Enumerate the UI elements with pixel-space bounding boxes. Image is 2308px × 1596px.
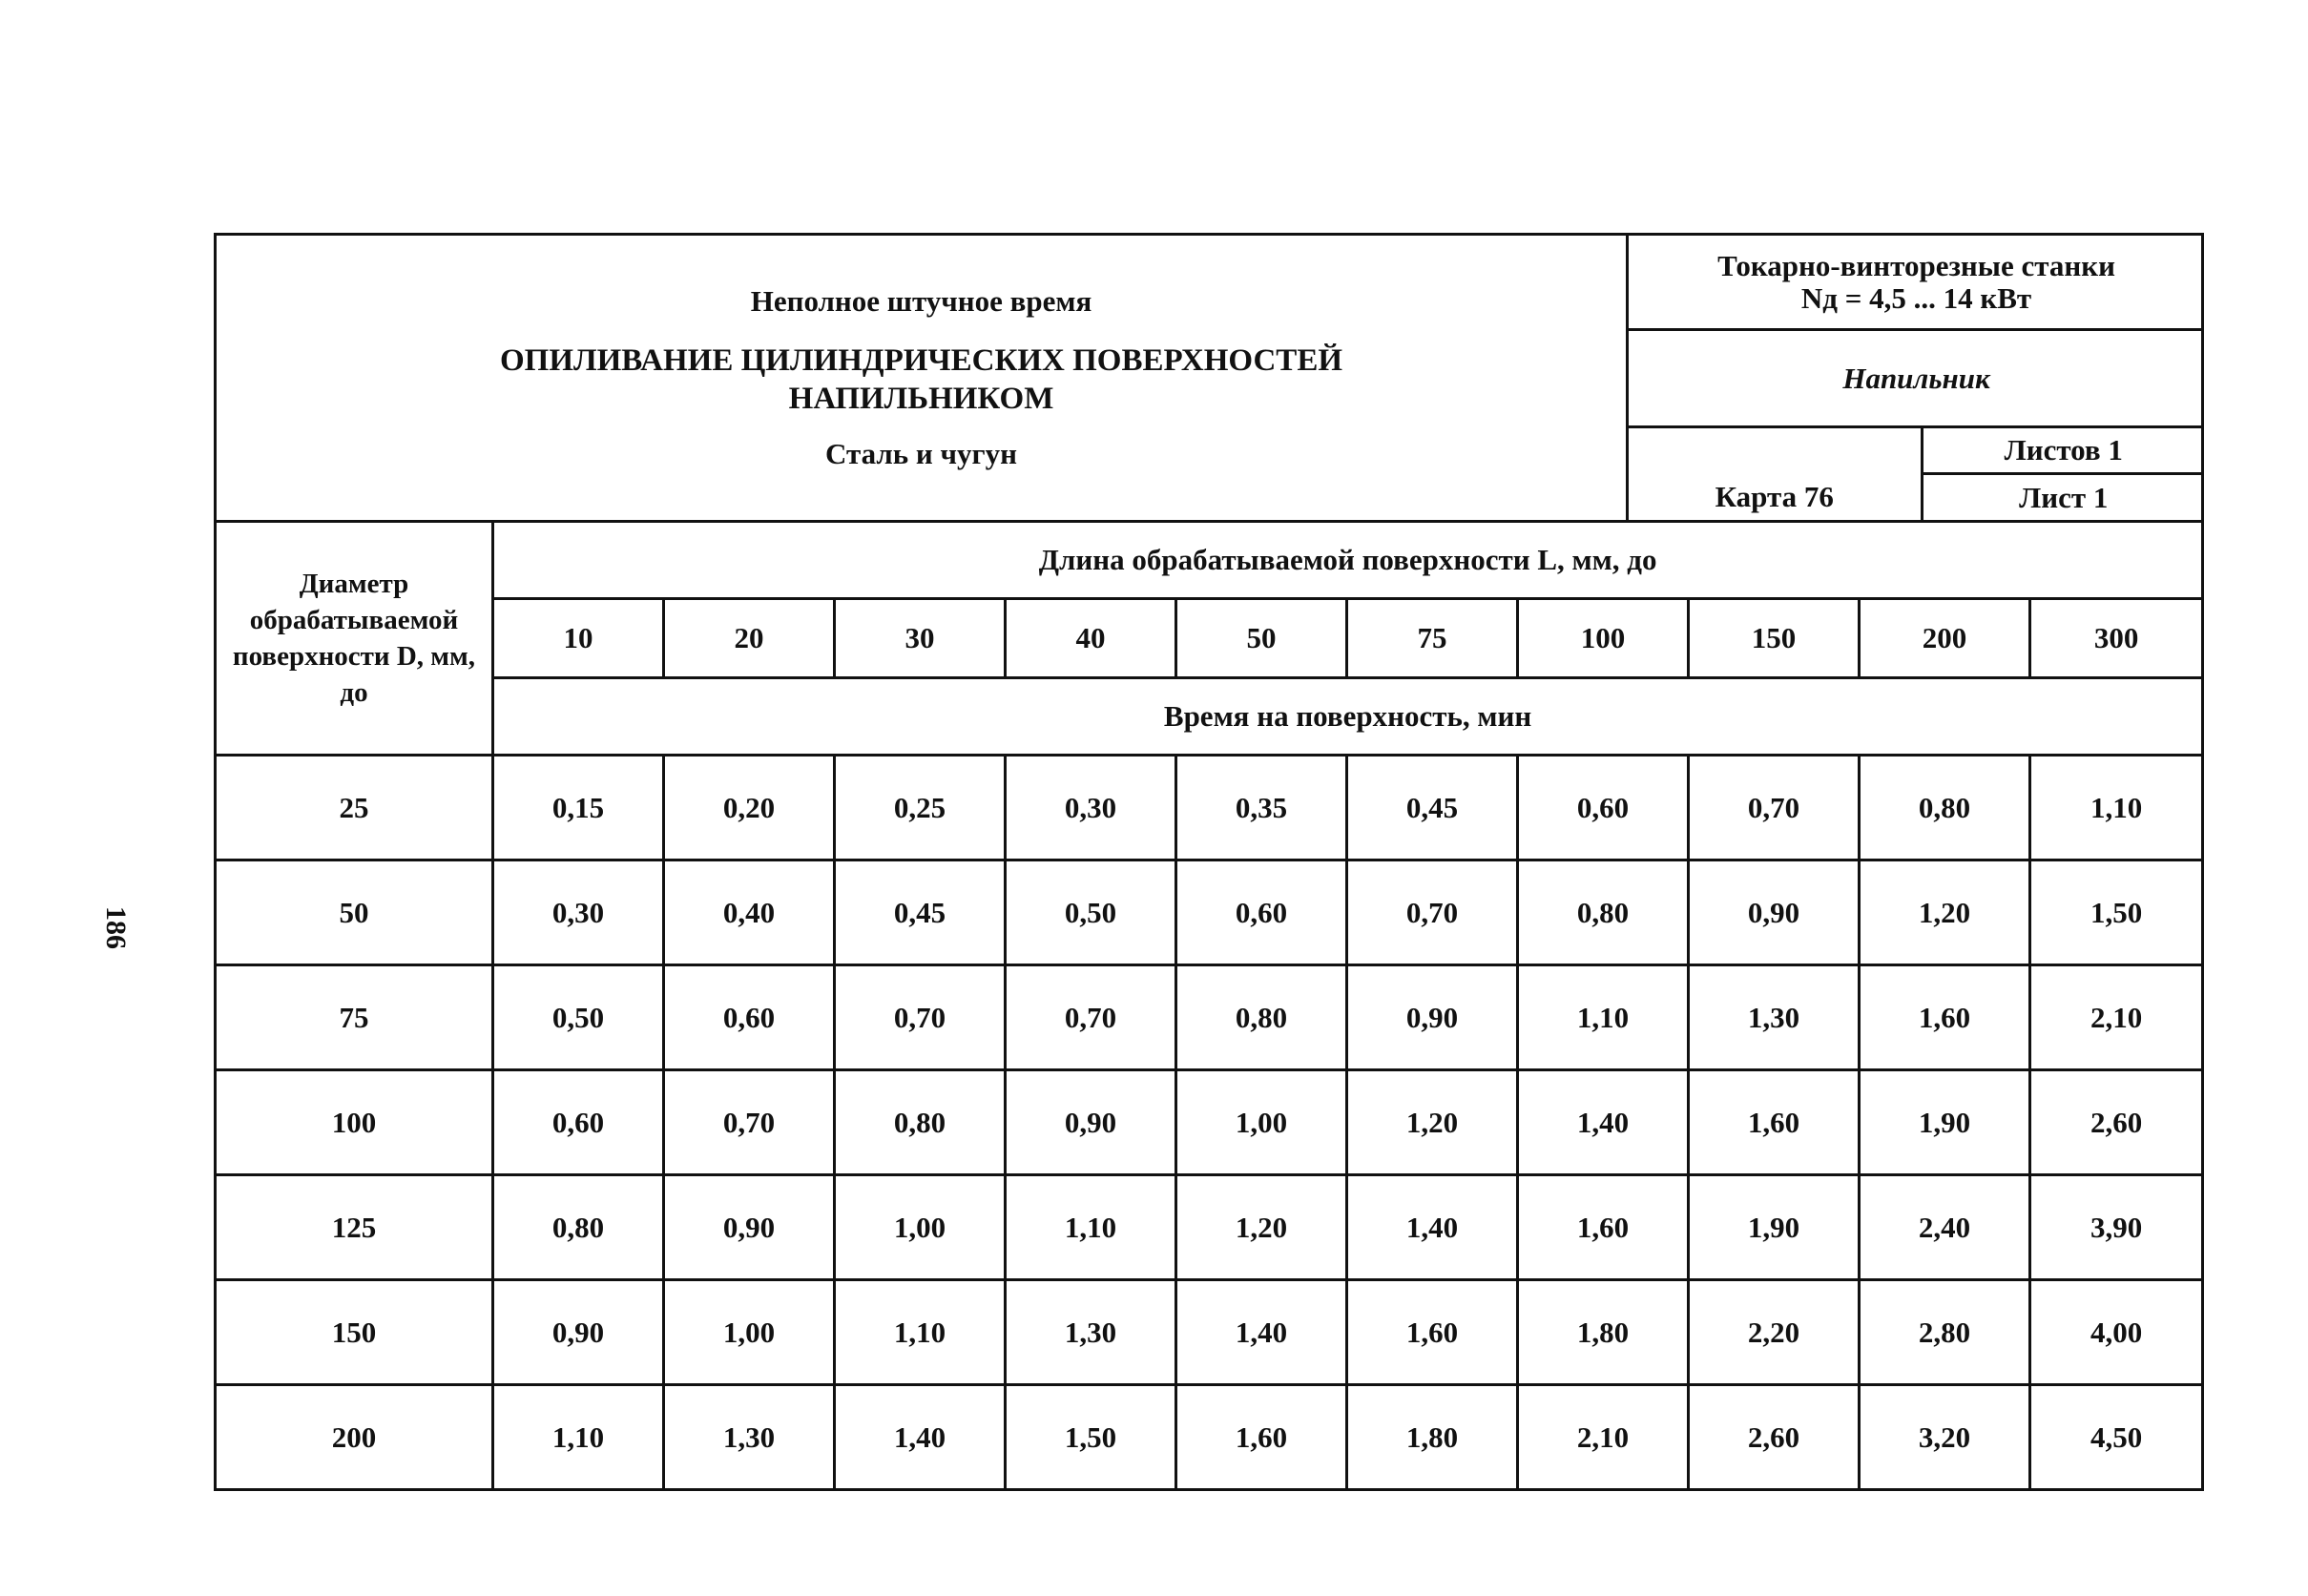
material: Сталь и чугун bbox=[825, 437, 1017, 470]
time-value: 1,80 bbox=[1347, 1385, 1518, 1490]
table-row bbox=[216, 1175, 2203, 1280]
sheets-total: Листов 1 bbox=[1922, 426, 2204, 474]
time-value: 0,70 bbox=[1347, 860, 1518, 965]
diameter-value: 25 bbox=[216, 756, 493, 860]
time-value: 3,20 bbox=[1860, 1385, 2030, 1490]
time-value: 0,60 bbox=[493, 1070, 664, 1175]
length-row bbox=[216, 599, 2203, 678]
time-value: 0,70 bbox=[1689, 756, 1860, 860]
machine-cell bbox=[1629, 236, 2204, 330]
time-value: 3,90 bbox=[2030, 1175, 2203, 1280]
card-number: Карта 76 bbox=[1715, 480, 1834, 513]
diameter-value: 100 bbox=[216, 1070, 493, 1175]
time-value: 0,70 bbox=[835, 965, 1006, 1070]
time-value: 0,50 bbox=[1006, 860, 1176, 965]
time-value: 2,10 bbox=[1518, 1385, 1689, 1490]
time-value: 1,30 bbox=[1006, 1280, 1176, 1385]
length-col-75: 75 bbox=[1347, 599, 1518, 678]
length-col-200: 200 bbox=[1860, 599, 2030, 678]
time-value: 0,45 bbox=[835, 860, 1006, 965]
length-col-100: 100 bbox=[1518, 599, 1689, 678]
diameter-value: 75 bbox=[216, 965, 493, 1070]
time-value: 2,60 bbox=[2030, 1070, 2203, 1175]
time-value: 0,15 bbox=[493, 756, 664, 860]
title-line-1: ОПИЛИВАНИЕ ЦИЛИНДРИЧЕСКИХ ПОВЕРХНОСТЕЙ bbox=[499, 343, 1342, 378]
time-value: 1,10 bbox=[835, 1280, 1006, 1385]
time-value: 0,90 bbox=[1347, 965, 1518, 1070]
time-value: 2,80 bbox=[1860, 1280, 2030, 1385]
table-row bbox=[216, 1280, 2203, 1385]
time-value: 1,40 bbox=[1518, 1070, 1689, 1175]
time-value: 0,90 bbox=[493, 1280, 664, 1385]
time-value: 1,50 bbox=[1006, 1385, 1176, 1490]
time-value: 0,80 bbox=[1518, 860, 1689, 965]
time-value: 1,10 bbox=[1518, 965, 1689, 1070]
time-value: 2,10 bbox=[2030, 965, 2203, 1070]
time-value: 0,80 bbox=[835, 1070, 1006, 1175]
time-value: 1,30 bbox=[664, 1385, 835, 1490]
time-value: 0,60 bbox=[1176, 860, 1347, 965]
time-value: 1,10 bbox=[493, 1385, 664, 1490]
length-col-40: 40 bbox=[1006, 599, 1176, 678]
time-value: 4,00 bbox=[2030, 1280, 2203, 1385]
length-col-300: 300 bbox=[2030, 599, 2203, 678]
subtitle: Неполное штучное время bbox=[750, 284, 1092, 318]
time-value: 0,60 bbox=[1518, 756, 1689, 860]
diameter-header bbox=[216, 522, 493, 756]
time-value: 1,60 bbox=[1176, 1385, 1347, 1490]
table-row bbox=[216, 756, 2203, 860]
table-row bbox=[216, 1070, 2203, 1175]
sheet-number: Лист 1 bbox=[1922, 474, 2204, 520]
length-col-150: 150 bbox=[1689, 599, 1860, 678]
time-value: 1,00 bbox=[835, 1175, 1006, 1280]
title-line-2: НАПИЛЬНИКОМ bbox=[788, 382, 1054, 416]
time-value: 0,30 bbox=[1006, 756, 1176, 860]
length-header: Длина обрабатываемой поверхности L, мм, до bbox=[493, 522, 2203, 599]
time-value: 1,60 bbox=[1689, 1070, 1860, 1175]
time-value: 2,20 bbox=[1689, 1280, 1860, 1385]
time-value: 0,50 bbox=[493, 965, 664, 1070]
time-value: 0,20 bbox=[664, 756, 835, 860]
time-header: Время на поверхность, мин bbox=[493, 678, 2203, 756]
length-col-50: 50 bbox=[1176, 599, 1347, 678]
time-value: 0,70 bbox=[1006, 965, 1176, 1070]
time-value: 1,90 bbox=[1689, 1175, 1860, 1280]
diameter-value: 200 bbox=[216, 1385, 493, 1490]
info-block bbox=[1628, 235, 2203, 522]
time-value: 1,20 bbox=[1347, 1070, 1518, 1175]
title-block bbox=[216, 235, 1628, 522]
machine-line-1: Токарно-винторезные станки bbox=[1717, 248, 2115, 282]
time-value: 0,80 bbox=[1860, 756, 2030, 860]
info-table bbox=[1629, 236, 2204, 520]
time-value: 1,00 bbox=[664, 1280, 835, 1385]
time-value: 1,50 bbox=[2030, 860, 2203, 965]
time-value: 0,90 bbox=[664, 1175, 835, 1280]
time-value: 0,30 bbox=[493, 860, 664, 965]
time-value: 1,80 bbox=[1518, 1280, 1689, 1385]
length-col-30: 30 bbox=[835, 599, 1006, 678]
time-value: 0,70 bbox=[664, 1070, 835, 1175]
time-value: 1,10 bbox=[1006, 1175, 1176, 1280]
time-value: 1,40 bbox=[1176, 1280, 1347, 1385]
diameter-value: 50 bbox=[216, 860, 493, 965]
header-table bbox=[214, 233, 2204, 523]
page-number: 186 bbox=[100, 906, 132, 949]
time-value: 1,30 bbox=[1689, 965, 1860, 1070]
length-col-10: 10 bbox=[493, 599, 664, 678]
time-table bbox=[214, 520, 2204, 1491]
table-row bbox=[216, 965, 2203, 1070]
time-value: 1,20 bbox=[1176, 1175, 1347, 1280]
time-value: 4,50 bbox=[2030, 1385, 2203, 1490]
tool-cell: Напильник bbox=[1629, 330, 2204, 426]
time-value: 1,20 bbox=[1860, 860, 2030, 965]
time-value: 0,35 bbox=[1176, 756, 1347, 860]
table-row bbox=[216, 860, 2203, 965]
time-value: 0,45 bbox=[1347, 756, 1518, 860]
machine-line-2: Nд = 4,5 ... 14 кВт bbox=[1800, 280, 2032, 315]
time-value: 0,90 bbox=[1689, 860, 1860, 965]
time-value: 1,00 bbox=[1176, 1070, 1347, 1175]
time-value: 1,40 bbox=[835, 1385, 1006, 1490]
time-value: 0,25 bbox=[835, 756, 1006, 860]
table-row bbox=[216, 1385, 2203, 1490]
time-value: 0,60 bbox=[664, 965, 835, 1070]
norm-card bbox=[214, 233, 2201, 1491]
length-col-20: 20 bbox=[664, 599, 835, 678]
time-value: 1,10 bbox=[2030, 756, 2203, 860]
time-value: 2,60 bbox=[1689, 1385, 1860, 1490]
time-value: 0,80 bbox=[493, 1175, 664, 1280]
diameter-value: 125 bbox=[216, 1175, 493, 1280]
time-value: 1,90 bbox=[1860, 1070, 2030, 1175]
diameter-value: 150 bbox=[216, 1280, 493, 1385]
time-value: 0,90 bbox=[1006, 1070, 1176, 1175]
time-value: 0,40 bbox=[664, 860, 835, 965]
time-value: 2,40 bbox=[1860, 1175, 2030, 1280]
time-value: 0,80 bbox=[1176, 965, 1347, 1070]
time-value: 1,60 bbox=[1347, 1280, 1518, 1385]
time-value: 1,40 bbox=[1347, 1175, 1518, 1280]
diameter-header-text: Диаметр обрабатываемой поверхности D, мм, до bbox=[232, 569, 476, 708]
time-value: 1,60 bbox=[1860, 965, 2030, 1070]
time-value: 1,60 bbox=[1518, 1175, 1689, 1280]
